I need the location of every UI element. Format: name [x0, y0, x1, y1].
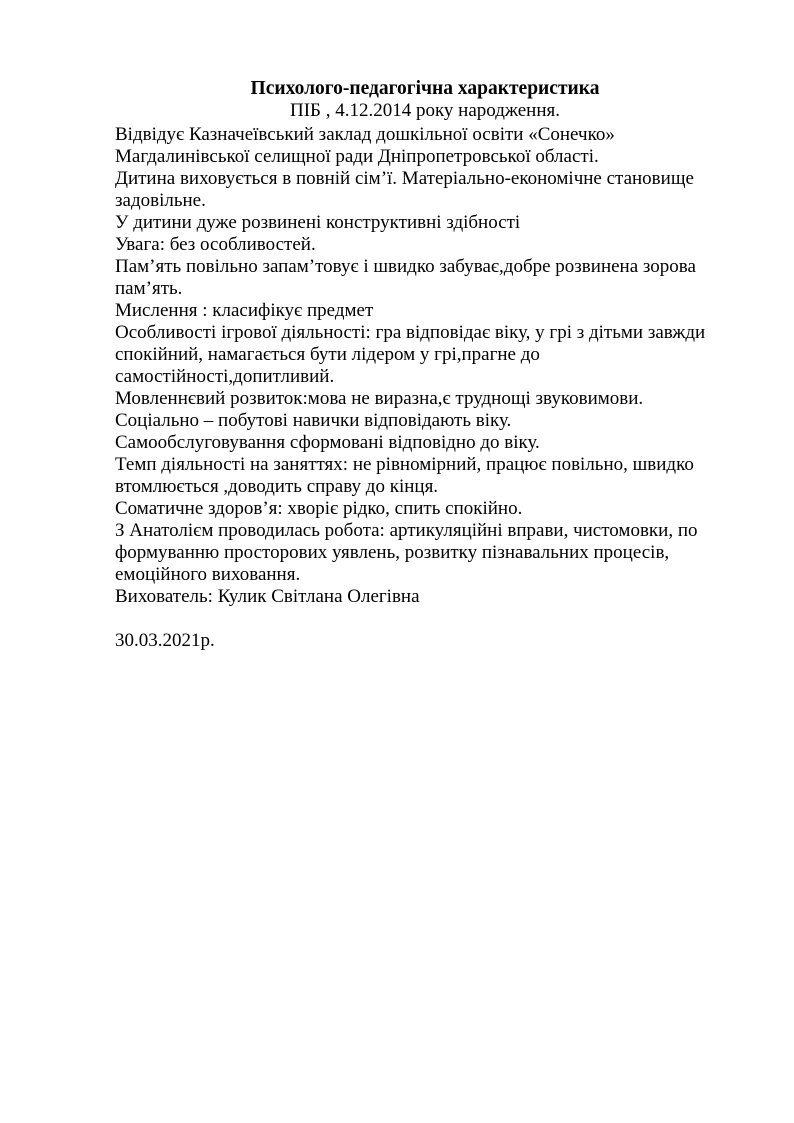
text-line: Мислення : класифікує предмет	[115, 300, 374, 321]
document-body	[115, 124, 715, 652]
text-line: Мовленнєвий розвиток:мова не виразна,є труднощі звуковимови.	[115, 388, 644, 409]
text-line: формуванню просторових уявлень, розвитку пізнавальних процесів,	[115, 542, 670, 563]
text-line: Соціально – побутові навички відповідають віку.	[115, 410, 512, 431]
text-line: Магдалинівської селищної ради Дніпропетровської області.	[115, 146, 599, 167]
text-line: Темп діяльності на заняттях: не рівномірний, працює повільно, швидко	[115, 454, 694, 475]
text-line: Увага: без особливостей.	[115, 234, 316, 255]
educator-signature-line: Вихователь: Кулик Світлана Олегівна	[115, 586, 420, 607]
text-line: У дитини дуже розвинені конструктивні здібності	[115, 212, 521, 233]
text-line: Відвідує Казначеївський заклад дошкільної освіти «Сонечко»	[115, 124, 615, 145]
text-line: Дитина виховується в повній сім’ї. Матеріально-економічне становище	[115, 168, 694, 189]
text-line: Пам’ять повільно запам’товує і швидко забуває,добре розвинена зорова	[115, 256, 696, 277]
text-line: задовільне.	[115, 190, 206, 211]
text-line: самостійності,допитливий.	[115, 366, 335, 387]
blank-line	[115, 608, 715, 630]
text-line: втомлюється ,доводить справу до кінця.	[115, 476, 439, 497]
text-line: Соматичне здоров’я: хворіє рідко, спить спокійно.	[115, 498, 523, 519]
text-line: емоційного виховання.	[115, 564, 301, 585]
document-date: 30.03.2021р.	[115, 630, 215, 651]
text-line: Особливості ігрової діяльності: гра відповідає віку, у грі з дітьми завжди	[115, 322, 706, 343]
document-title: Психолого-педагогічна характеристика	[250, 78, 600, 99]
document-subtitle: ПІБ , 4.12.2014 року народження.	[289, 100, 561, 121]
text-line: З Анатолієм проводилась робота: артикуляційні вправи, чистомовки, по	[115, 520, 698, 541]
text-line: Самообслуговування сформовані відповідно до віку.	[115, 432, 540, 453]
text-line: пам’ять.	[115, 278, 183, 299]
text-line: спокійний, намагається бути лідером у грі,прагне до	[115, 344, 540, 365]
